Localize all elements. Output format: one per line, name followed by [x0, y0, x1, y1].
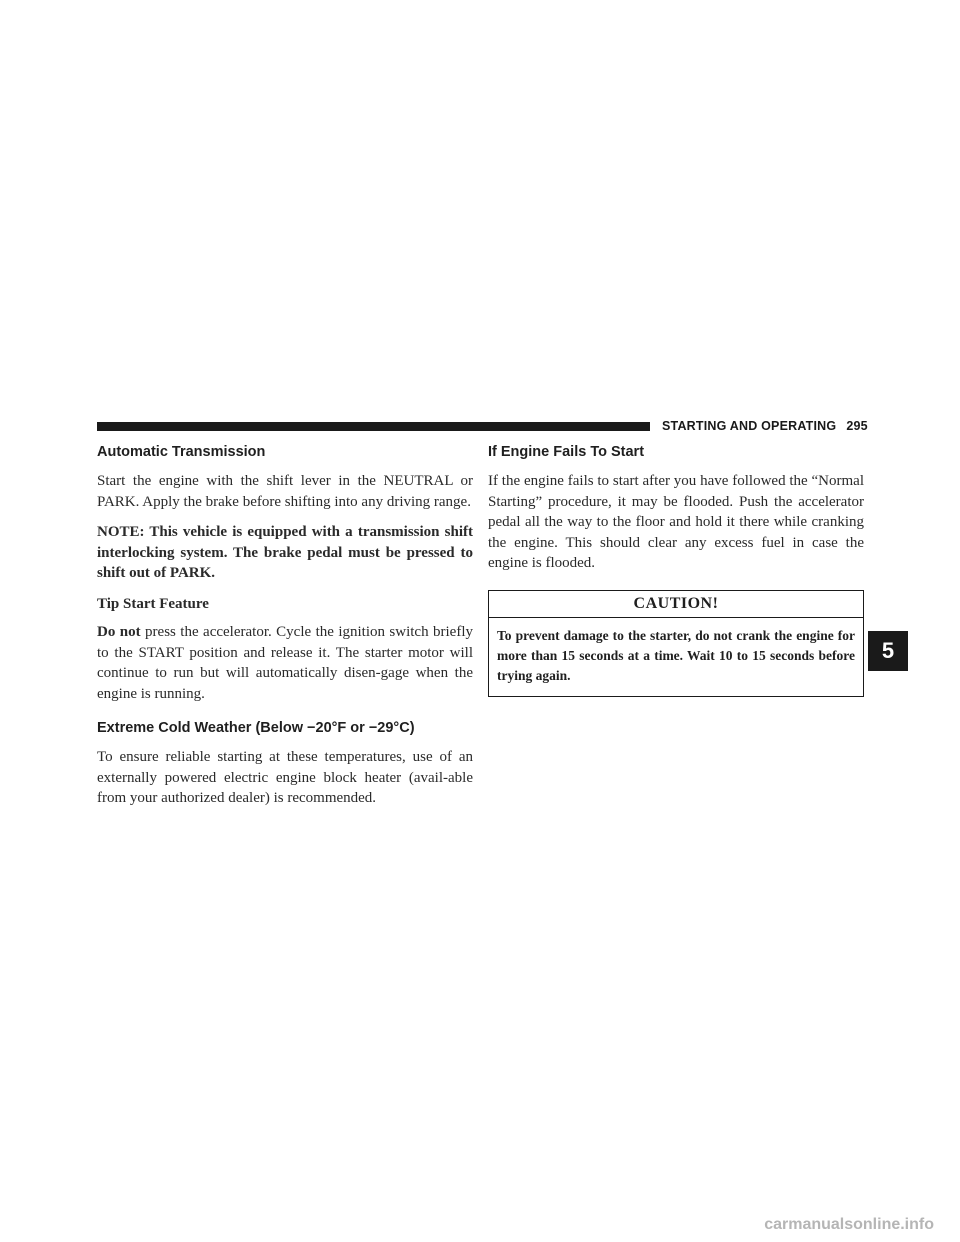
tip-start-heading: Tip Start Feature [97, 595, 209, 612]
right-column [488, 442, 864, 697]
left-column [97, 442, 473, 819]
extreme-cold-heading: Extreme Cold Weather (Below −20°F or −29°C) [97, 720, 415, 736]
caution-box [488, 590, 864, 697]
caution-body: To prevent damage to the starter, do not crank the engine for more than 15 seconds at a time. Wait 10 to 15 seconds before trying again. [497, 627, 855, 683]
caution-title: CAUTION! [489, 591, 863, 618]
automatic-transmission-heading: Automatic Transmission [97, 444, 266, 460]
tip-start-body: press the accelerator. Cycle the ignition switch briefly to the START position and release it. The starter motor will continue to run but will automatically disen-gage when the engine is running. [97, 624, 474, 702]
interlock-note: NOTE: This vehicle is equipped with a transmission shift interlocking system. The brake pedal must be pressed to shift out of PARK. [97, 524, 473, 581]
engine-fails-heading: If Engine Fails To Start [488, 444, 645, 460]
tip-start-paragraph [97, 622, 473, 704]
chapter-tab: 5 [868, 631, 908, 671]
extreme-cold-body: To ensure reliable starting at these temperatures, use of an externally powered electric engine block heater (avail-able from your authorized dealer) is recommended. [97, 749, 473, 806]
watermark: carmanualsonline.info [764, 1216, 934, 1233]
page-number: 295 [846, 419, 868, 433]
header-rule [97, 422, 650, 431]
automatic-transmission-body: Start the engine with the shift lever in the NEUTRAL or PARK. Apply the brake before shifting into any driving range. [97, 473, 473, 510]
tip-start-lead: Do not [97, 624, 141, 640]
engine-fails-body: If the engine fails to start after you have followed the “Normal Starting” procedure, it may be flooded. Push the accelerator pedal all the way to the floor and hold it there while cranking the engine. This should clear any excess fuel in case the engine is flooded. [488, 473, 864, 571]
running-header [662, 419, 866, 435]
section-title: STARTING AND OPERATING [662, 419, 837, 433]
